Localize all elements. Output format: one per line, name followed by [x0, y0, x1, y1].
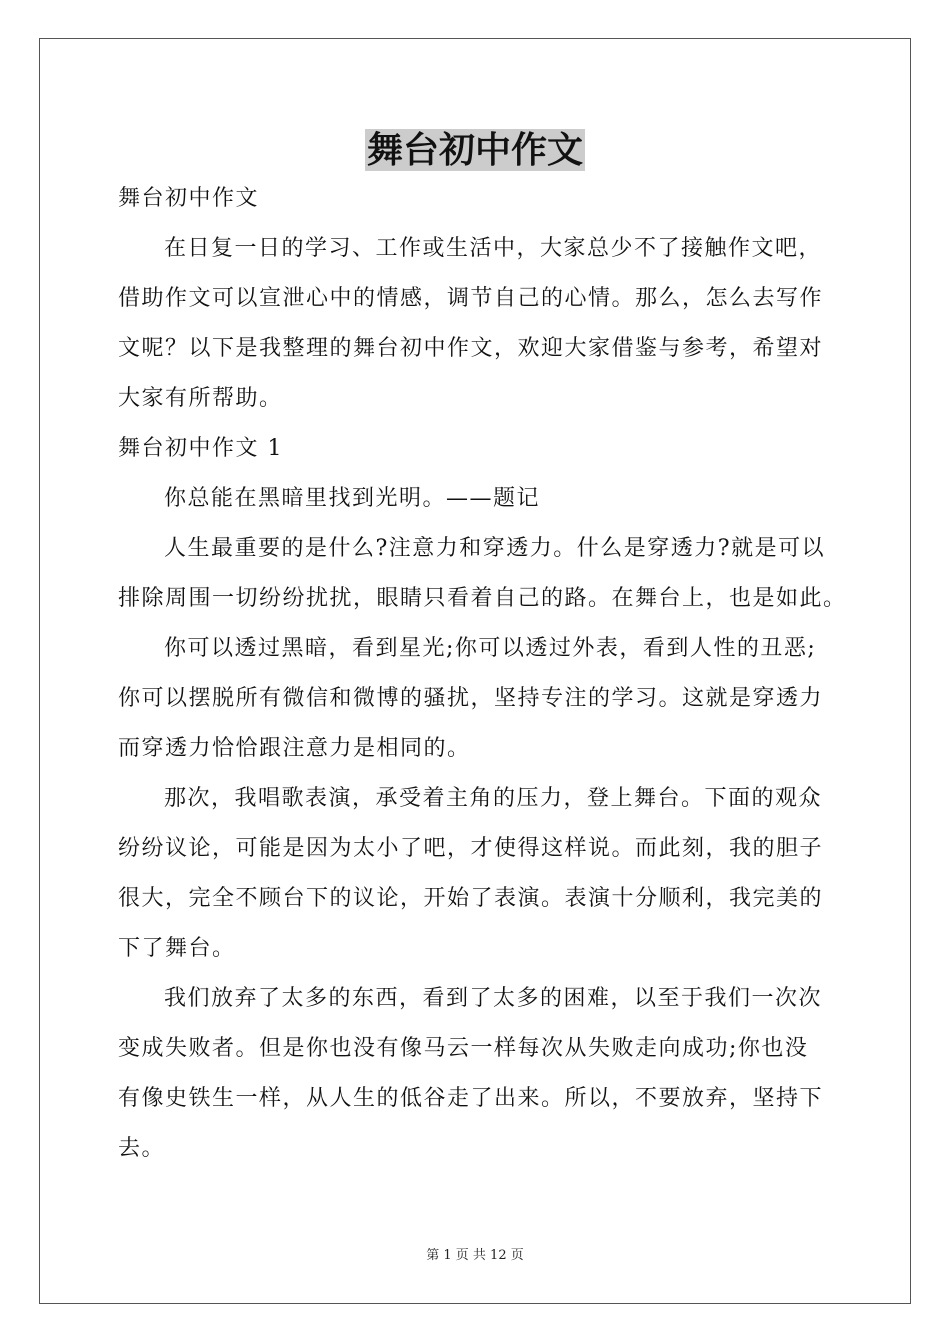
paragraph-line: 那次，我唱歌表演，承受着主角的压力，登上舞台。下面的观众 — [164, 786, 823, 811]
document-title — [0, 124, 950, 176]
paragraph-line: 有像史铁生一样，从人生的低谷走了出来。所以，不要放弃，坚持下 — [118, 1086, 824, 1111]
paragraph-line: 很大，完全不顾台下的议论，开始了表演。表演十分顺利，我完美的 — [118, 886, 824, 911]
paragraph-line: 纷纷议论，可能是因为太小了吧，才使得这样说。而此刻，我的胆子 — [118, 836, 824, 861]
paragraph-line: 你可以透过黑暗，看到星光;你可以透过外表，看到人性的丑恶; — [164, 636, 817, 661]
paragraph-line: 人生最重要的是什么?注意力和穿透力。什么是穿透力?就是可以 — [164, 536, 826, 561]
document-title-text: 舞台初中作文 — [366, 129, 583, 171]
paragraph-line: 而穿透力恰恰跟注意力是相同的。 — [118, 736, 471, 761]
paragraph-line: 在日复一日的学习、工作或生活中，大家总少不了接触作文吧， — [164, 236, 823, 261]
paragraph-line: 我们放弃了太多的东西，看到了太多的困难，以至于我们一次次 — [164, 986, 823, 1011]
page-border — [39, 38, 911, 1304]
paragraph-line: 你可以摆脱所有微信和微博的骚扰，坚持专注的学习。这就是穿透力 — [118, 686, 824, 711]
paragraph-line: 大家有所帮助。 — [118, 386, 283, 411]
paragraph-line: 下了舞台。 — [118, 936, 236, 961]
page-number-footer: 第 1 页 共 12 页 — [426, 1248, 524, 1263]
paragraph-line: 借助作文可以宣泄心中的情感，调节自己的心情。那么，怎么去写作 — [118, 286, 824, 311]
paragraph-line: 去。 — [118, 1136, 166, 1161]
paragraph-line: 你总能在黑暗里找到光明。——题记 — [164, 486, 541, 511]
section-heading: 舞台初中作文 1 — [118, 436, 283, 461]
paragraph-line: 变成失败者。但是你也没有像马云一样每次从失败走向成功;你也没 — [118, 1036, 809, 1061]
paragraph-line: 排除周围一切纷纷扰扰，眼睛只看着自己的路。在舞台上，也是如此。 — [118, 586, 847, 611]
paragraph-line: 文呢？以下是我整理的舞台初中作文，欢迎大家借鉴与参考，希望对 — [118, 336, 824, 361]
subtitle-line: 舞台初中作文 — [118, 186, 260, 211]
